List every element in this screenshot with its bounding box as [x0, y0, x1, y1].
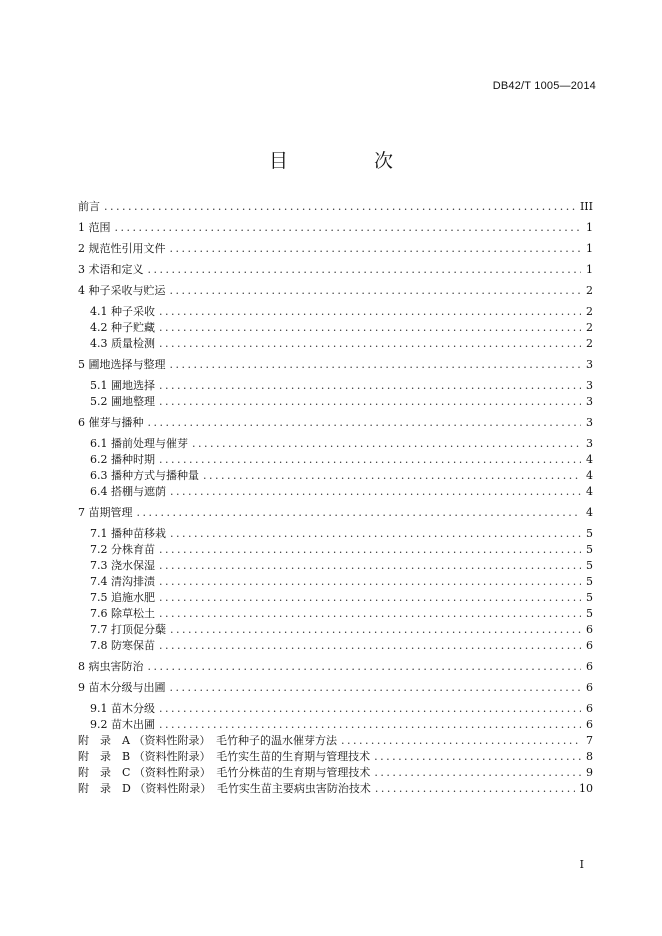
toc-entry[interactable] [78, 320, 593, 336]
toc-entry-page: 6 [586, 702, 593, 715]
toc-entry-page: 3 [586, 416, 593, 429]
toc-leader-dots [159, 542, 581, 558]
toc-entry-label: 前言 [78, 200, 100, 213]
toc-entry-page: 4 [586, 469, 593, 482]
toc-entry[interactable] [78, 590, 593, 606]
toc-leader-dots [159, 701, 581, 717]
toc-leader-dots [137, 505, 582, 521]
toc-entry-page: 6 [586, 660, 593, 673]
toc-entry-label: 7 苗期管理 [78, 506, 133, 519]
toc-entry[interactable] [78, 220, 593, 236]
toc-leader-dots [148, 659, 582, 675]
toc-leader-dots [170, 622, 581, 638]
toc-leader-dots [159, 606, 581, 622]
toc-leader-dots [159, 378, 581, 394]
toc-entry[interactable] [78, 468, 593, 484]
toc-leader-dots [104, 199, 576, 215]
toc-entry-label: 4.1 种子采收 [90, 305, 155, 318]
toc-leader-dots [159, 717, 581, 733]
toc-leader-dots [170, 484, 581, 500]
toc-entry-page: 2 [586, 284, 593, 297]
toc-entry[interactable] [78, 526, 593, 542]
toc-entry-label: 4 种子采收与贮运 [78, 284, 166, 297]
toc-entry-page: 5 [586, 543, 593, 556]
toc-entry-page: 6 [586, 681, 593, 694]
toc-entry-label: 4.3 质量检测 [90, 337, 155, 350]
toc-entry[interactable] [78, 283, 593, 299]
page-title: 目 次 [268, 150, 434, 172]
toc-entry-label: 9 苗木分级与出圃 [78, 681, 166, 694]
toc-entry-page: 5 [586, 527, 593, 540]
toc-entry-label: 7.1 播种苗移栽 [90, 527, 166, 540]
toc-entry-page: III [579, 200, 593, 213]
toc-entry-page: 1 [586, 263, 593, 276]
toc-entry-label: 2 规范性引用文件 [78, 242, 166, 255]
toc-entry-page: 2 [586, 305, 593, 318]
toc-leader-dots [374, 765, 581, 781]
toc-entry-page: 4 [586, 485, 593, 498]
toc-entry[interactable] [78, 606, 593, 622]
toc-entry[interactable] [78, 558, 593, 574]
toc-entry-label: 附 录 A （资料性附录） 毛竹种子的温水催芽方法 [78, 734, 337, 747]
toc-entry[interactable] [78, 659, 593, 675]
toc-leader-dots [170, 357, 582, 373]
toc-leader-dots [115, 220, 582, 236]
toc-entry-label: 7.6 除草松土 [90, 607, 155, 620]
toc-entry-label: 附 录 D （资料性附录） 毛竹实生苗主要病虫害防治技术 [78, 782, 371, 795]
toc-entry-page: 10 [579, 782, 593, 795]
page-number: I [579, 858, 584, 871]
toc-entry-page: 4 [586, 453, 593, 466]
toc-entry-label: 附 录 B （资料性附录） 毛竹实生苗的生育期与管理技术 [78, 750, 371, 763]
toc-entry-label: 7.2 分株育苗 [90, 543, 155, 556]
toc-entry-label: 5 圃地选择与整理 [78, 358, 166, 371]
toc-entry[interactable] [78, 701, 593, 717]
toc-entry-label: 9.2 苗木出圃 [90, 718, 155, 731]
table-of-contents [78, 199, 593, 797]
toc-leader-dots [148, 262, 582, 278]
toc-leader-dots [170, 283, 582, 299]
toc-entry-page: 3 [586, 395, 593, 408]
toc-entry-label: 8 病虫害防治 [78, 660, 144, 673]
toc-entry-page: 2 [586, 337, 593, 350]
toc-entry-label: 6.4 搭棚与遮荫 [90, 485, 166, 498]
toc-entry[interactable] [78, 415, 593, 431]
toc-leader-dots [170, 241, 582, 257]
toc-leader-dots [341, 733, 581, 749]
toc-leader-dots [159, 574, 581, 590]
toc-entry[interactable] [78, 622, 593, 638]
toc-entry[interactable] [78, 505, 593, 521]
toc-entry-page: 1 [586, 242, 593, 255]
toc-entry[interactable] [78, 749, 593, 765]
toc-entry-label: 3 术语和定义 [78, 263, 144, 276]
toc-entry-page: 6 [586, 623, 593, 636]
toc-entry[interactable] [78, 241, 593, 257]
toc-leader-dots [159, 638, 581, 654]
toc-entry[interactable] [78, 574, 593, 590]
toc-entry-page: 9 [586, 766, 593, 779]
toc-entry[interactable] [78, 304, 593, 320]
toc-entry-label: 7.5 追施水肥 [90, 591, 155, 604]
toc-leader-dots [170, 526, 581, 542]
toc-entry-label: 附 录 C （资料性附录） 毛竹分株苗的生育期与管理技术 [78, 766, 371, 779]
toc-entry[interactable] [78, 638, 593, 654]
toc-entry-label: 7.4 清沟排渍 [90, 575, 155, 588]
toc-entry-page: 7 [586, 734, 593, 747]
toc-entry-label: 9.1 苗木分级 [90, 702, 155, 715]
toc-entry-label: 6.2 播种时期 [90, 453, 155, 466]
toc-entry-label: 7.3 浇水保湿 [90, 559, 155, 572]
toc-entry-label: 6.3 播种方式与播种量 [90, 469, 199, 482]
toc-entry[interactable] [78, 199, 593, 215]
toc-leader-dots [203, 468, 581, 484]
toc-entry[interactable] [78, 542, 593, 558]
toc-leader-dots [159, 394, 581, 410]
toc-entry-label: 1 范围 [78, 221, 111, 234]
toc-entry[interactable] [78, 452, 593, 468]
toc-entry-label: 7.7 打顶促分蘖 [90, 623, 166, 636]
toc-entry-page: 5 [586, 559, 593, 572]
toc-entry-label: 5.2 圃地整理 [90, 395, 155, 408]
toc-entry-page: 3 [586, 437, 593, 450]
toc-entry[interactable] [78, 680, 593, 696]
toc-leader-dots [159, 558, 581, 574]
document-number: DB42/T 1005—2014 [492, 80, 596, 92]
toc-entry[interactable] [78, 781, 593, 797]
toc-entry[interactable] [78, 262, 593, 278]
toc-entry-label: 4.2 种子贮藏 [90, 321, 155, 334]
toc-entry[interactable] [78, 765, 593, 781]
toc-leader-dots [159, 304, 581, 320]
toc-leader-dots [148, 415, 582, 431]
toc-leader-dots [192, 436, 581, 452]
toc-entry-label: 6 催芽与播种 [78, 416, 144, 429]
toc-leader-dots [374, 749, 581, 765]
toc-entry-page: 2 [586, 321, 593, 334]
toc-entry-page: 3 [586, 358, 593, 371]
toc-leader-dots [159, 336, 581, 352]
toc-entry-label: 7.8 防寒保苗 [90, 639, 155, 652]
toc-entry-page: 5 [586, 591, 593, 604]
toc-entry[interactable] [78, 336, 593, 352]
toc-entry-page: 3 [586, 379, 593, 392]
toc-entry[interactable] [78, 378, 593, 394]
toc-entry[interactable] [78, 717, 593, 733]
toc-entry[interactable] [78, 733, 593, 749]
toc-entry-page: 5 [586, 607, 593, 620]
toc-entry[interactable] [78, 436, 593, 452]
toc-leader-dots [159, 320, 581, 336]
toc-leader-dots [375, 781, 575, 797]
toc-leader-dots [159, 590, 581, 606]
toc-entry-label: 5.1 圃地选择 [90, 379, 155, 392]
toc-entry[interactable] [78, 394, 593, 410]
toc-entry-page: 1 [586, 221, 593, 234]
toc-entry-page: 4 [586, 506, 593, 519]
toc-entry-page: 5 [586, 575, 593, 588]
toc-leader-dots [170, 680, 582, 696]
toc-entry[interactable] [78, 484, 593, 500]
toc-entry-label: 6.1 播前处理与催芽 [90, 437, 188, 450]
toc-entry-page: 6 [586, 639, 593, 652]
toc-leader-dots [159, 452, 581, 468]
toc-entry-page: 8 [586, 750, 593, 763]
toc-entry[interactable] [78, 357, 593, 373]
toc-entry-page: 6 [586, 718, 593, 731]
